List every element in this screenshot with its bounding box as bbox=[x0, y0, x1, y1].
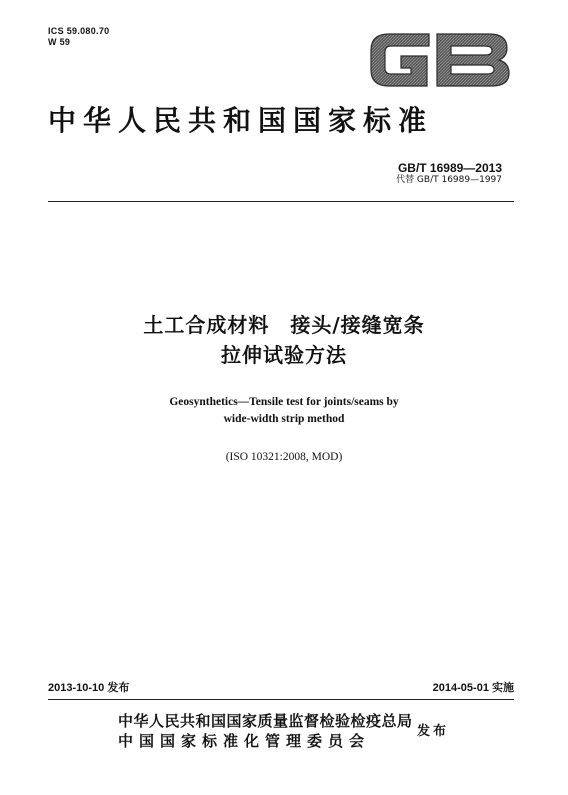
title-cn-line1: 土工合成材料 接头/接缝宽条 bbox=[143, 313, 425, 337]
title-en-line1: Geosynthetics—Tensile test for joints/seams by bbox=[169, 396, 399, 408]
issuer-line2: 中国国家标准化管理委员会 bbox=[118, 732, 371, 750]
ccs-code: W 59 bbox=[48, 37, 71, 47]
national-standard-heading: 中华人民共和国国家标准 bbox=[48, 104, 434, 137]
iso-reference: (ISO 10321:2008, MOD) bbox=[225, 451, 343, 463]
header-divider bbox=[48, 201, 514, 202]
implementation-date: 2014-05-01 实施 bbox=[432, 682, 514, 694]
issue-date: 2013-10-10 发布 bbox=[48, 682, 130, 694]
replaces-note: 代替 GB/T 16989—1997 bbox=[396, 175, 502, 185]
gb-logo bbox=[365, 28, 515, 92]
publish-label: 发布 bbox=[417, 724, 450, 739]
ics-code: ICS 59.080.70 bbox=[48, 26, 110, 36]
title-cn-line2: 拉伸试验方法 bbox=[221, 343, 347, 367]
issuer-line1: 中华人民共和国国家质量监督检验检疫总局 bbox=[118, 712, 413, 730]
standard-code: GB/T 16989—2013 bbox=[397, 161, 502, 175]
footer-divider bbox=[48, 699, 514, 700]
title-en-line2: wide-width strip method bbox=[223, 413, 345, 425]
classification-block bbox=[48, 26, 109, 48]
